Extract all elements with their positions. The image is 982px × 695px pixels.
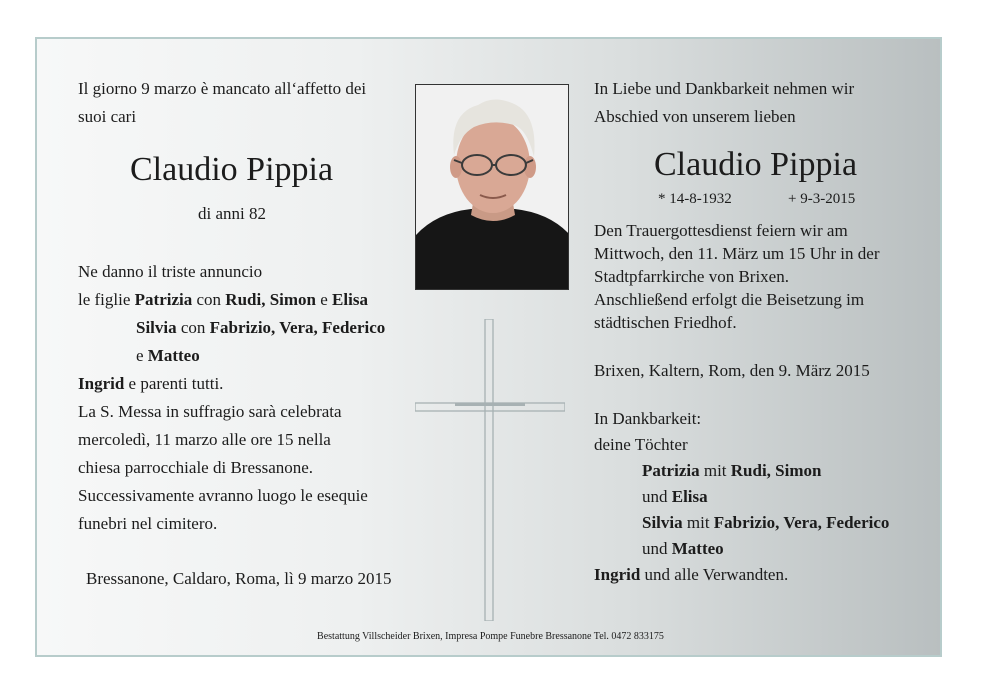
right-place-date: Brixen, Kaltern, Rom, den 9. März 2015 [594, 361, 870, 380]
family-announce: Ne danno il triste annuncio [78, 262, 263, 281]
mass-line: chiesa parrocchiale di Bressanone. [78, 458, 314, 477]
service-line: Anschließend erfolgt die Beisetzung im [594, 290, 865, 309]
death-date: + 9-3-2015 [788, 191, 856, 207]
mass-line: funebri nel cimitero. [78, 514, 218, 533]
right-intro-line: Abschied von unserem lieben [594, 107, 796, 126]
funeral-home-footer: Bestattung Villscheider Brixen, Impresa Pompe Funebre Bressanone Tel. 0472 833175 [317, 631, 664, 642]
family-line-silvia: Silvia con Fabrizio, Vera, Federico [136, 318, 386, 337]
family-line-patrizia: le figlie Patrizia con Rudi, Simon e Elisa [78, 290, 368, 309]
obituary-card [35, 37, 942, 657]
family-line-patrizia: Patrizia mit Rudi, Simon [642, 461, 822, 480]
deceased-portrait [415, 84, 569, 290]
mass-line: La S. Messa in suffragio sarà celebrata [78, 402, 342, 421]
right-intro [594, 75, 854, 131]
family-line-silvia: Silvia mit Fabrizio, Vera, Federico [642, 513, 890, 532]
right-service-block [594, 219, 879, 334]
right-intro-line: In Liebe und Dankbarkeit nehmen wir [594, 79, 855, 98]
birth-date: * 14-8-1932 [658, 191, 732, 207]
cross-icon [415, 319, 565, 621]
left-intro-line: Il giorno 9 marzo è mancato all‘affetto dei [78, 79, 367, 98]
left-deceased-name: Claudio Pippia [130, 151, 334, 188]
service-line: Den Trauergottesdienst feiern wir am [594, 221, 848, 240]
family-line-matteo: und Matteo [642, 539, 724, 558]
service-line: städtischen Friedhof. [594, 313, 737, 332]
left-place-date: Bressanone, Caldaro, Roma, lì 9 marzo 2015 [86, 569, 392, 588]
service-line: Stadtpfarrkirche von Brixen. [594, 267, 789, 286]
mass-line: mercoledì, 11 marzo alle ore 15 nella [78, 430, 331, 449]
right-family-block [594, 406, 889, 588]
family-line-ingrid: Ingrid und alle Verwandten. [594, 565, 789, 584]
thanks-line: In Dankbarkeit: [594, 409, 702, 428]
right-deceased-name: Claudio Pippia [654, 146, 858, 183]
left-family-block [78, 258, 385, 538]
family-line-ingrid: Ingrid e parenti tutti. [78, 374, 224, 393]
left-intro [78, 75, 366, 131]
family-line-elisa: und Elisa [642, 487, 708, 506]
service-line: Mittwoch, den 11. März um 15 Uhr in der [594, 244, 880, 263]
daughters-line: deine Töchter [594, 435, 688, 454]
family-line-matteo: e Matteo [136, 346, 200, 365]
mass-line: Successivamente avranno luogo le esequie [78, 486, 368, 505]
left-age: di anni 82 [198, 204, 266, 223]
left-intro-line: suoi cari [78, 107, 137, 126]
portrait-photo [416, 85, 569, 290]
